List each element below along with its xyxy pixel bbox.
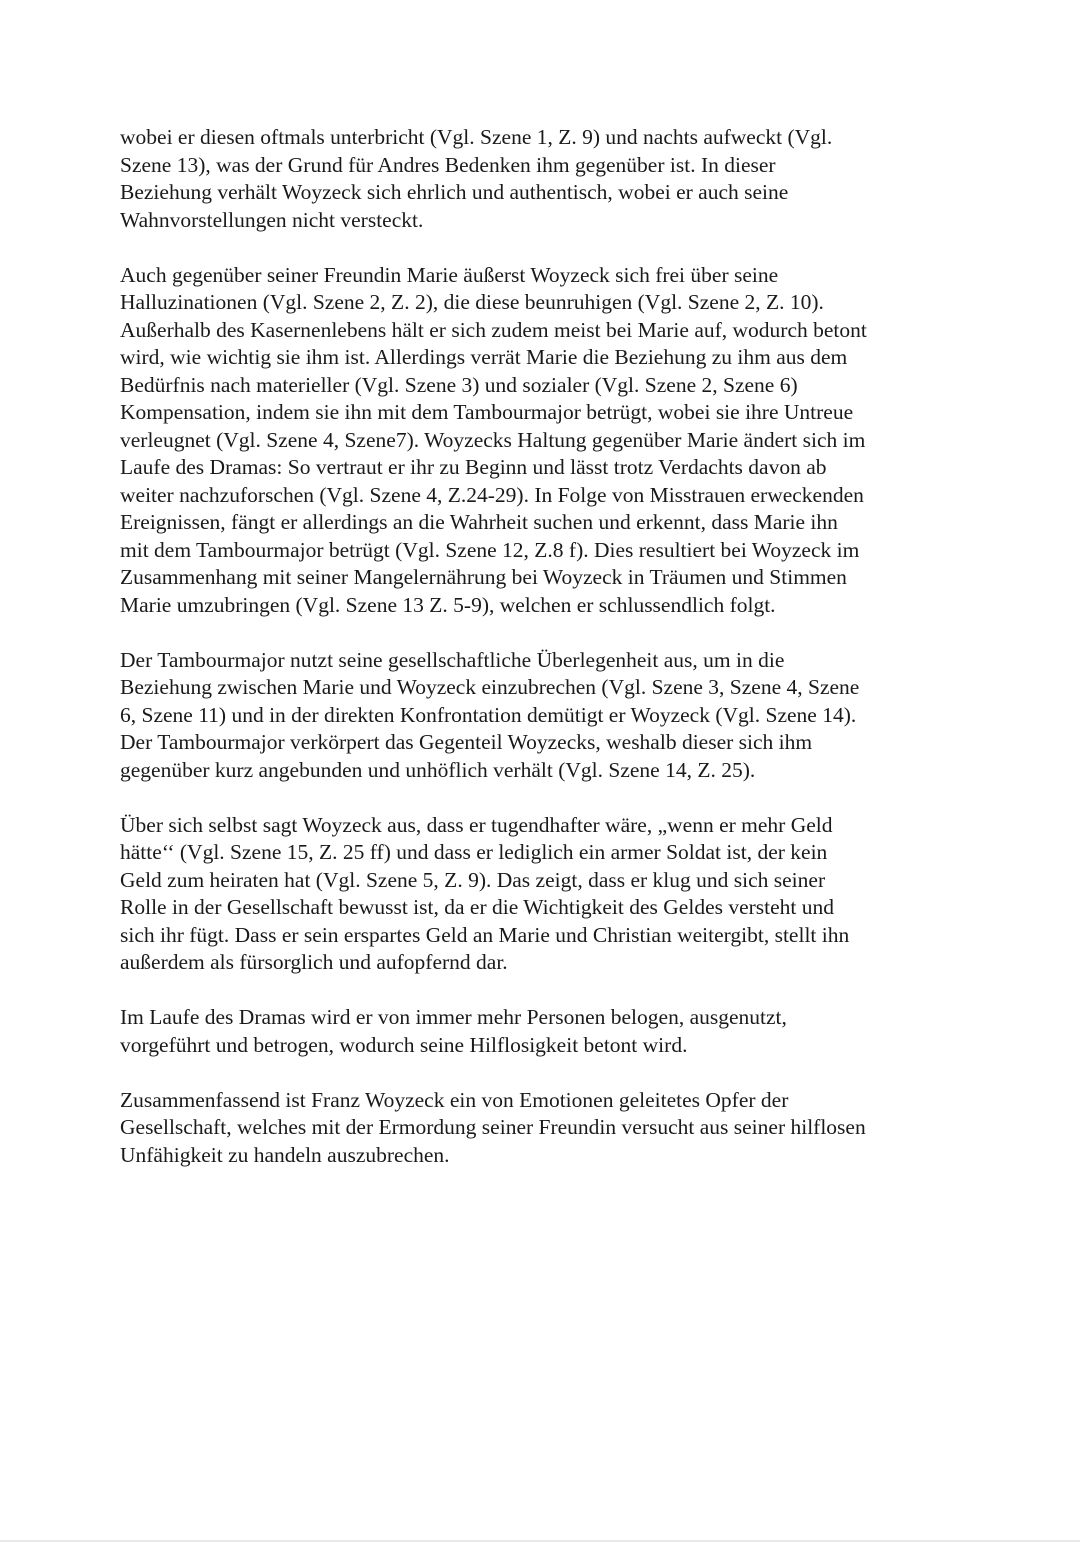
paragraph-self-view: Über sich selbst sagt Woyzeck aus, dass er tugendhafter wäre, „wenn er mehr Geld hätte‘‘ (Vgl. Szene 15, Z. 25 ff) und dass er lediglich ein armer Soldat ist, der kein Geld zum heiraten hat (Vgl. Szene 5, Z. 9). Das zeigt, dass er klug und sich seiner Rolle in der Gesellschaft bewusst ist, da er die Wichtigkeit des Geldes versteht und sich ihr fügt. Dass er sein erspartes Geld an Marie und Christian weitergibt, stellt ihn außerdem als fürsorglich und aufopfernd dar.: [120, 812, 850, 974]
document-body: [120, 124, 960, 1197]
paragraph-conclusion: Zusammenfassend ist Franz Woyzeck ein von Emotionen geleitetes Opfer der Gesellschaft, welches mit der Ermordung seiner Freundin versucht aus seiner hilflosen Unfähigkeit zu handeln auszubrechen.: [120, 1087, 866, 1167]
paragraph-exploitation: Im Laufe des Dramas wird er von immer mehr Personen belogen, ausgenutzt, vorgeführt und betrogen, wodurch seine Hilflosigkeit betont wird.: [120, 1005, 787, 1057]
paragraph-andres-relationship: wobei er diesen oftmals unterbricht (Vgl. Szene 1, Z. 9) und nachts aufweckt (Vgl. Szene 13), was der Grund für Andres Bedenken ihm gegenüber ist. In dieser Beziehung verhält Woyzeck sich ehrlich und authentisch, wobei er auch seine Wahnvorstellungen nicht versteckt.: [120, 125, 833, 232]
paragraph-marie-relationship: Auch gegenüber seiner Freundin Marie äußerst Woyzeck sich frei über seine Halluzinationen (Vgl. Szene 2, Z. 2), die diese beunruhigen (Vgl. Szene 2, Z. 10). Außerhalb des Kasernenlebens hält er sich zudem meist bei Marie auf, wodurch betont wird, wie wichtig sie ihm ist. Allerdings verrät Marie die Beziehung zu ihm aus dem Bedürfnis nach materieller (Vgl. Szene 3) und sozialer (Vgl. Szene 2, Szene 6) Kompensation, indem sie ihn mit dem Tambourmajor betrügt, wobei sie ihre Untreue verleugnet (Vgl. Szene 4, Szene7). Woyzecks Haltung gegenüber Marie ändert sich im Laufe des Dramas: So vertraut er ihr zu Beginn und lässt trotz Verdachts davon ab weiter nachzuforschen (Vgl. Szene 4, Z.24-29). In Folge von Misstrauen erweckenden Ereignissen, fängt er allerdings an die Wahrheit suchen und erkennt, dass Marie ihn mit dem Tambourmajor betrügt (Vgl. Szene 12, Z.8 f). Dies resultiert bei Woyzeck im Zusammenhang mit seiner Mangelernährung bei Woyzeck in Träumen und Stimmen Marie umzubringen (Vgl. Szene 13 Z. 5-9), welchen er schlussendlich folgt.: [120, 262, 867, 617]
paragraph-tambourmajor: Der Tambourmajor nutzt seine gesellschaftliche Überlegenheit aus, um in die Beziehung zwischen Marie und Woyzeck einzubrechen (Vgl. Szene 3, Szene 4, Szene 6, Szene 11) und in der direkten Konfrontation demütigt er Woyzeck (Vgl. Szene 14). Der Tambourmajor verkörpert das Gegenteil Woyzecks, weshalb dieser sich ihm gegenüber kurz angebunden und unhöflich verhält (Vgl. Szene 14, Z. 25).: [120, 647, 860, 782]
